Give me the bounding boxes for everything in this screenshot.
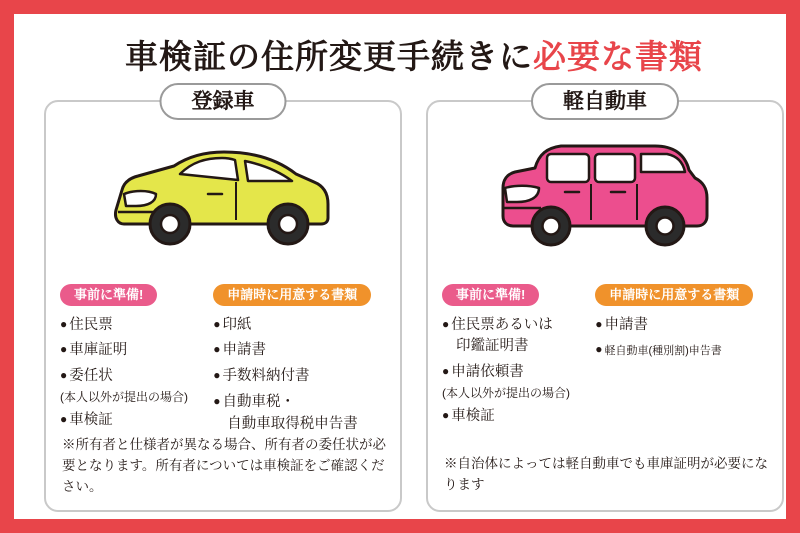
title-highlight: 必要な書類 xyxy=(533,38,703,75)
list-item-label: 申請依頼書 xyxy=(451,364,524,381)
list-application-registered xyxy=(213,315,386,436)
panel-registered-car xyxy=(44,90,402,512)
list-item-label: 申請書 xyxy=(604,316,648,333)
list-item-label: 委任状 xyxy=(69,368,113,385)
list-item-label: 車検証 xyxy=(451,407,495,424)
yellow-compact-car-illustration xyxy=(46,128,400,278)
list-item-label: 印紙 xyxy=(222,316,252,333)
list-item xyxy=(442,406,595,428)
list-item xyxy=(442,315,595,359)
list-item xyxy=(213,392,386,436)
list-item-subnote: (本人以外が提出の場合) xyxy=(60,389,188,404)
panels-container xyxy=(44,90,784,520)
list-prepare-kei xyxy=(442,315,595,428)
bullet-icon: ● xyxy=(442,316,450,331)
bullet-icon: ● xyxy=(442,407,450,422)
list-item-continuation: 自動車取得税申告書 xyxy=(227,415,358,432)
list-item xyxy=(213,340,386,362)
column-prepare-registered xyxy=(60,284,213,439)
bullet-icon: ● xyxy=(213,393,221,408)
bullet-icon: ● xyxy=(595,342,603,357)
badge-application-registered: 申請時に用意する書類 xyxy=(213,284,371,306)
panel-kei-car xyxy=(426,90,784,512)
bullet-icon: ● xyxy=(595,316,603,331)
column-application-registered xyxy=(213,284,386,439)
lists-registered xyxy=(46,284,400,439)
panel-heading-registered: 登録車 xyxy=(160,83,287,120)
list-item-label: 自動車税・ xyxy=(222,393,295,410)
badge-prepare-registered: 事前に準備! xyxy=(60,284,157,306)
list-item xyxy=(595,315,768,337)
list-item-label: 申請書 xyxy=(222,342,266,359)
footnote-registered: ※所有者と仕様者が異なる場合、所有者の委任状が必要となります。所有者については車検証をご確認ください。 xyxy=(62,437,386,495)
panel-heading-kei: 軽自動車 xyxy=(531,83,679,120)
list-item xyxy=(60,410,213,432)
list-item xyxy=(442,362,595,402)
list-prepare-registered xyxy=(60,315,213,432)
list-item-label: 軽自動車(種別割)申告書 xyxy=(604,345,722,358)
bullet-icon: ● xyxy=(213,368,221,383)
list-item-subnote: (本人以外が提出の場合) xyxy=(442,385,570,400)
bullet-icon: ● xyxy=(60,342,68,357)
list-item-label: 住民票あるいは xyxy=(451,316,553,333)
list-item-label: 車検証 xyxy=(69,411,113,428)
title-plain: 車検証の住所変更手続きに xyxy=(125,38,533,75)
list-item xyxy=(213,315,386,337)
badge-application-kei: 申請時に用意する書類 xyxy=(595,284,753,306)
bullet-icon: ● xyxy=(60,316,68,331)
bullet-icon: ● xyxy=(60,368,68,383)
badge-prepare-kei: 事前に準備! xyxy=(442,284,539,306)
bullet-icon: ● xyxy=(213,316,221,331)
list-item-label: 手数料納付書 xyxy=(222,368,310,385)
footnote-kei: ※自治体によっては軽自動車でも車庫証明が必要になります xyxy=(444,456,768,493)
lists-kei xyxy=(428,284,782,432)
bullet-icon: ● xyxy=(60,411,68,426)
list-item-label: 住民票 xyxy=(69,316,113,333)
column-application-kei xyxy=(595,284,768,432)
list-item-label: 車庫証明 xyxy=(69,342,128,359)
title-text xyxy=(125,36,703,77)
bullet-icon: ● xyxy=(213,342,221,357)
column-prepare-kei xyxy=(442,284,595,432)
pink-kei-car-illustration xyxy=(428,128,782,278)
list-application-kei xyxy=(595,315,768,363)
list-item-continuation: 印鑑証明書 xyxy=(456,338,529,355)
infographic-inner xyxy=(28,28,800,533)
list-item xyxy=(60,366,213,406)
bullet-icon: ● xyxy=(442,364,450,379)
list-item xyxy=(60,340,213,362)
list-item xyxy=(595,340,768,362)
list-item xyxy=(60,315,213,337)
page-title xyxy=(28,36,800,77)
list-item xyxy=(213,366,386,388)
